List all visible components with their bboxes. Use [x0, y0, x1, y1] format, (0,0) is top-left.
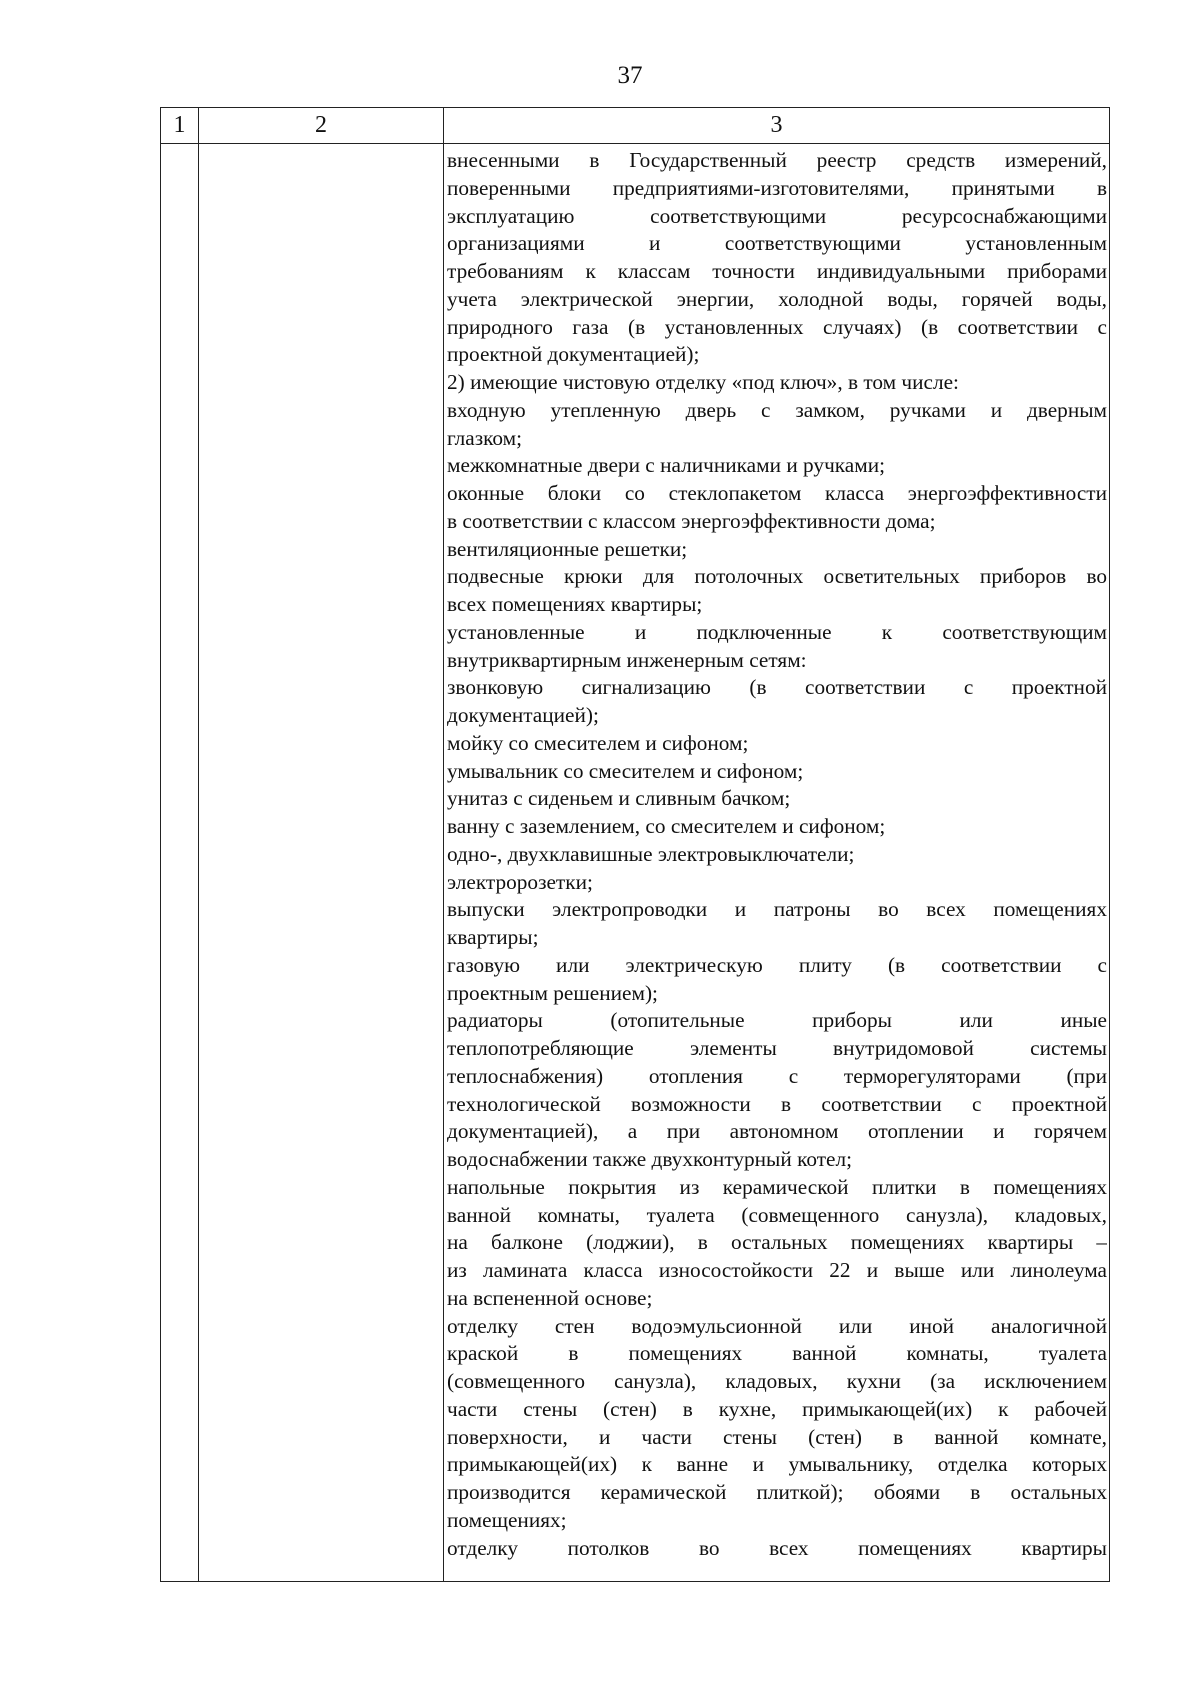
text-line: в соответствии с классом энергоэффективности дома; — [447, 508, 936, 533]
text-line: радиаторы (отопительные приборы или иные — [447, 1008, 1107, 1033]
text-line: звонковую сигнализацию (в соответствии с проектной — [447, 675, 1107, 700]
text-line: вентиляционные решетки; — [447, 536, 688, 561]
text-line: теплоснабжения) отопления с терморегуляторами (при — [447, 1063, 1107, 1088]
text-line: отделку потолков во всех помещениях квартиры — [447, 1535, 1107, 1560]
cell-col2 — [199, 144, 444, 1582]
text-line: оконные блоки со стеклопакетом класса энергоэффективности — [447, 481, 1107, 505]
document-table — [160, 107, 1110, 1582]
text-line: напольные покрытия из керамической плитки в помещениях — [447, 1174, 1107, 1199]
text-line: (совмещенного санузла), кладовых, кухни (за исключением — [447, 1369, 1107, 1393]
text-line: умывальник со смесителем и сифоном; — [447, 758, 804, 783]
cell-col1 — [161, 144, 199, 1582]
text-line: на вспененной основе; — [447, 1285, 653, 1310]
text-line: установленные и подключенные к соответствующим — [447, 619, 1107, 644]
text-line: квартиры; — [447, 925, 539, 949]
text-line: части стены (стен) в кухне, примыкающей(их) к рабочей — [447, 1396, 1107, 1421]
text-line: производится керамической плиткой); обоями в остальных — [447, 1480, 1107, 1504]
text-line: краской в помещениях ванной комнаты, туалета — [447, 1341, 1107, 1366]
text-line: всех помещениях квартиры; — [447, 592, 703, 616]
text-line: ванну с заземлением, со смесителем и сифоном; — [447, 814, 886, 838]
text-line: примыкающей(их) к ванне и умывальнику, отделка которых — [447, 1452, 1107, 1477]
text-line: поверхности, и части стены (стен) в ванной комнате, — [447, 1424, 1107, 1449]
text-line: на балконе (лоджии), в остальных помещениях квартиры – — [447, 1230, 1107, 1255]
text-line: требованиям к классам точности индивидуальными приборами — [447, 259, 1107, 283]
table-row — [161, 144, 1110, 1582]
text-line: документацией), а при автономном отоплении и горячем — [447, 1119, 1107, 1144]
text-line: унитаз с сиденьем и сливным бачком; — [447, 786, 791, 811]
text-line: помещениях; — [447, 1507, 567, 1532]
text-line: водоснабжении также двухконтурный котел; — [447, 1147, 853, 1171]
text-line: межкомнатные двери с наличниками и ручками; — [447, 453, 886, 478]
text-line: подвесные крюки для потолочных осветительных приборов во — [447, 564, 1107, 589]
text-line: внесенными в Государственный реестр средств измерений, — [447, 148, 1107, 172]
text-line: электророзетки; — [447, 869, 593, 894]
cell-col3-content — [444, 144, 1110, 1582]
text-line: из ламината класса износостойкости 22 и выше или линолеума — [447, 1258, 1107, 1282]
text-line: теплопотребляющие элементы внутридомовой системы — [447, 1036, 1107, 1060]
page-number: 37 — [617, 62, 643, 89]
text-line: организациями и соответствующими установленным — [447, 231, 1107, 256]
text-line: отделку стен водоэмульсионной или иной аналогичной — [447, 1313, 1107, 1338]
text-line: проектным решением); — [447, 980, 658, 1005]
text-line: газовую или электрическую плиту (в соответствии с — [447, 952, 1107, 977]
text-line: глазком; — [447, 425, 523, 450]
text-line: внутриквартирным инженерным сетям: — [447, 647, 807, 672]
text-line: эксплуатацию соответствующими ресурсоснабжающими — [447, 203, 1107, 228]
text-line: технологической возможности в соответствии с проектной — [447, 1091, 1107, 1116]
text-line: поверенными предприятиями-изготовителями, принятыми в — [447, 175, 1107, 200]
text-line: выпуски электропроводки и патроны во всех помещениях — [447, 897, 1107, 922]
text-line: учета электрической энергии, холодной воды, горячей воды, — [447, 286, 1107, 311]
column-header-2: 2 — [199, 108, 444, 144]
column-header-1: 1 — [161, 108, 199, 144]
text-line: мойку со смесителем и сифоном; — [447, 730, 749, 755]
text-line: одно-, двухклавишные электровыключатели; — [447, 841, 855, 866]
text-line: проектной документацией); — [447, 342, 700, 367]
text-line: 2) имеющие чистовую отделку «под ключ», в том числе: — [447, 370, 959, 394]
text-line: документацией); — [447, 703, 599, 727]
table-header-row — [161, 108, 1110, 144]
text-line: входную утепленную дверь с замком, ручками и дверным — [447, 397, 1107, 422]
text-line: ванной комнаты, туалета (совмещенного санузла), кладовых, — [447, 1202, 1107, 1227]
column-header-3: 3 — [444, 108, 1110, 144]
text-line: природного газа (в установленных случаях) (в соответствии с — [447, 314, 1107, 339]
